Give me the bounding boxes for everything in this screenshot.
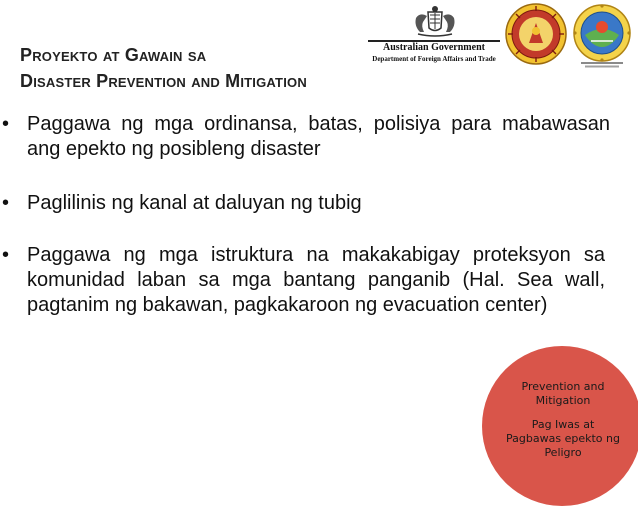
round-seal-icon bbox=[505, 3, 567, 65]
bullet-text: Paggawa ng mga istruktura na makakabigay proteksyon sa komunidad laban sa mga bantang panganib (Hal. Sea wall, pagtanim ng bakawan, pagkakaroon ng evacuation center) bbox=[27, 244, 605, 316]
department-name: Department of Foreign Affairs and Trade bbox=[372, 55, 496, 63]
list-item bbox=[0, 243, 610, 318]
bullet-mark: • bbox=[2, 113, 10, 135]
bullet-text: Paggawa ng mga ordinansa, batas, polisiya para mabawasan ang epekto ng posibleng disaster bbox=[27, 113, 610, 160]
badge-subtext: Pag Iwas at Pagbawas epekto ng Peligro bbox=[506, 418, 620, 459]
list-item bbox=[0, 191, 610, 216]
government-name: Australian Government bbox=[383, 42, 485, 53]
coat-of-arms-icon bbox=[410, 4, 460, 38]
bullet-mark: • bbox=[2, 244, 10, 266]
australian-government-logo bbox=[366, 4, 502, 66]
list-item bbox=[0, 112, 610, 162]
title-line-2: Disaster Prevention and Mitigation bbox=[20, 71, 307, 91]
badge-heading: Prevention and Mitigation bbox=[521, 380, 605, 407]
round-seal-icon bbox=[571, 3, 633, 69]
bullet-list bbox=[0, 112, 610, 318]
bullet-text: Paglilinis ng kanal at daluyan ng tubig bbox=[27, 192, 362, 214]
bullet-mark: • bbox=[2, 192, 10, 214]
title-line-1: Proyekto at Gawain sa bbox=[20, 45, 207, 65]
